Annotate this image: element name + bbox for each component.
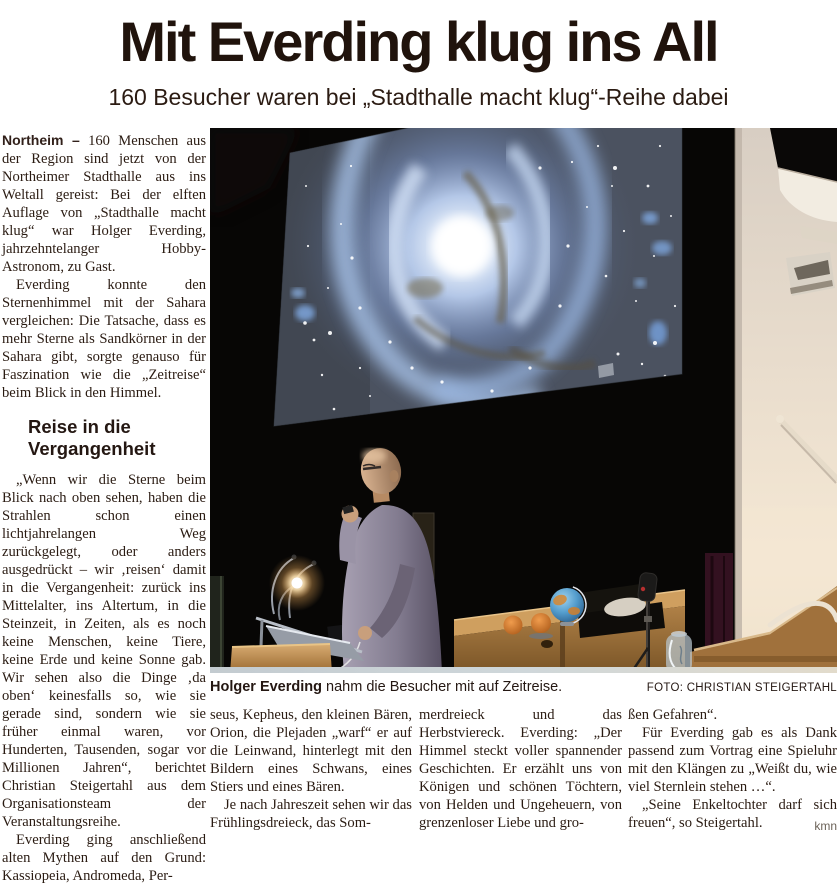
caption-text: Holger Everding nahm die Besucher mit auf Zeitreise. (210, 679, 563, 695)
dateline: Northeim – (2, 132, 80, 148)
paragraph: „Seine Enkeltochter darf sich freuen“, so Steigertahl. kmn (628, 797, 837, 833)
subheadline: 160 Besucher waren bei „Stadthalle macht klug“-Reihe dabei (108, 84, 729, 110)
side-wall-pillar (735, 128, 837, 673)
photo-credit: FOTO: CHRISTIAN STEIGERTAHL (646, 682, 837, 694)
paragraph: Everding ging anschließend alten Mythen auf den Grund: Kassiopeia, Andromeda, Per- (2, 832, 206, 884)
crosshead: Reise in die Vergangenheit (28, 416, 156, 459)
paragraph: Northeim – 160 Menschen aus der Region sind jetzt von der Northeimer Stadthalle aus ins Weltall gereist: Bei der elften Auflage von „Stadthalle macht klug“ war Holger Everding, jahrzehntelanger Hobby-Astronom, zu Gast. (2, 132, 206, 275)
paragraph: ßen Gefahren“. (628, 707, 718, 723)
page-title: Mit Everding klug ins All (119, 10, 718, 73)
water-bottle (666, 631, 692, 673)
article-column-1 (2, 131, 206, 885)
photo-caption (210, 679, 837, 695)
article-photo (210, 128, 837, 673)
stage-curtain (705, 553, 733, 648)
article-column-2 (210, 706, 412, 832)
orange-fruit (531, 613, 551, 633)
orange-fruit (504, 616, 523, 635)
article-column-3 (419, 706, 622, 832)
paragraph: „Wenn wir die Sterne beim Blick nach oben sehen, haben die Strahlen schon einen lichtjahrelangen Weg zurückgelegt, oder anders ausgedrückt – wir ‚reisen‘ damit in die Vergangenheit: zurück ins Mittelalter, ins Altertum, in die Steinzeit, in Zeiten, als es noch keine Menschen, keine Tiere, keine Erde und keine Sonne gab. Wir sehen also die Dinge ‚da oben‘ keinesfalls so, wie sie gerade sind, sondern wie sie früher einmal waren, vor Hunderten, Tausenden, sogar vor Millionen Jahren“, berichtet Christian Steigertahl aus dem Organisationsteam der Veranstaltungsreihe. (2, 472, 206, 830)
stage-edge-strip (210, 667, 837, 673)
paragraph: merdreieck und das Herbstviereck. Everding: „Der Himmel steckt voller spannender Geschichten. Er erzählt uns von Königen und schönen Töchtern, von Helden und Ungeheuern, von grenzenloser Liebe und gro- (419, 707, 622, 831)
paragraph: Everding konnte den Sternenhimmel mit der Sahara vergleichen: Die Tatsache, dass es mehr Sterne als Sandkörner in der Sahara gibt, sorgte genauso für Faszination wie die „Zeitreise“ beim Blick in den Himmel. (2, 277, 206, 401)
article-column-4 (628, 706, 837, 835)
paragraph: Je nach Jahreszeit sehen wir das Frühlingsdreieck, das Som- (210, 797, 412, 831)
paragraph: Für Everding gab es als Dank passend zum Vortrag eine Spieluhr mit den Klängen zu „Weißt du, wie viel Sternlein stehen …“. (628, 725, 837, 795)
paragraph: seus, Kepheus, den kleinen Bären, Orion, die Plejaden „warf“ er auf die Leinwand, hinterlegt mit den Bildern eines Schwans, eines Stiers und eines Bären. (210, 707, 412, 795)
author-initials: kmn (814, 819, 837, 833)
